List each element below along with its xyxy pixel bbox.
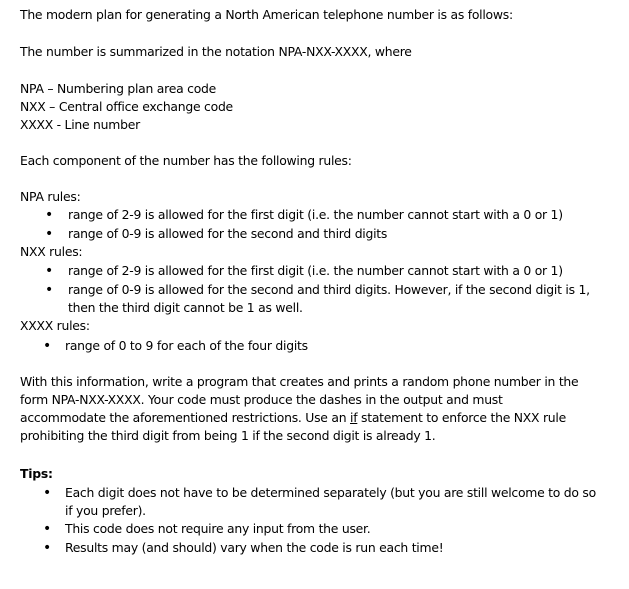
task-line-3 <box>20 410 566 426</box>
bullet-icon: • <box>43 521 52 537</box>
if-keyword: if <box>350 410 358 425</box>
rules-intro-paragraph: Each component of the number has the following rules: <box>20 153 352 168</box>
npa-rules-heading: NPA rules: <box>20 189 81 204</box>
bullet-icon: • <box>45 226 54 242</box>
xxxx-rule-item: range of 0 to 9 for each of the four digits <box>65 338 308 353</box>
nxx-rules-heading: NXX rules: <box>20 244 83 259</box>
nxx-rule-item-line1: range of 0-9 is allowed for the second and third digits. However, if the second digit is 1, <box>68 282 590 297</box>
task-line-1: With this information, write a program that creates and prints a random phone number in the <box>20 374 579 389</box>
definition-npa: NPA – Numbering plan area code <box>20 81 217 96</box>
npa-rule-item: range of 2-9 is allowed for the first digit (i.e. the number cannot start with a 0 or 1) <box>68 207 563 222</box>
intro-paragraph: The modern plan for generating a North American telephone number is as follows: <box>20 7 513 22</box>
tip-item-line1: Each digit does not have to be determined separately (but you are still welcome to do so <box>65 485 596 500</box>
bullet-icon: • <box>43 338 52 354</box>
task-line-4: prohibiting the third digit from being 1 if the second digit is already 1. <box>20 428 436 443</box>
xxxx-rules-heading: XXXX rules: <box>20 318 90 333</box>
tip-item: This code does not require any input from the user. <box>65 521 371 536</box>
task-line-3-end: statement to enforce the NXX rule <box>357 410 566 425</box>
tip-item-line2: if you prefer). <box>65 503 146 518</box>
definition-nxx: NXX – Central office exchange code <box>20 99 233 114</box>
tips-heading: Tips: <box>20 466 53 481</box>
nxx-rule-item: range of 2-9 is allowed for the first digit (i.e. the number cannot start with a 0 or 1) <box>68 263 563 278</box>
bullet-icon: • <box>43 485 52 501</box>
task-line-2: form NPA-NXX-XXXX. Your code must produce the dashes in the output and must <box>20 392 503 407</box>
definition-xxxx: XXXX - Line number <box>20 117 140 132</box>
bullet-icon: • <box>45 282 54 298</box>
bullet-icon: • <box>45 207 54 223</box>
tip-item: Results may (and should) vary when the code is run each time! <box>65 540 444 555</box>
bullet-icon: • <box>45 263 54 279</box>
task-line-3-start: accommodate the aforementioned restrictions. Use an <box>20 410 351 425</box>
bullet-icon: • <box>43 540 52 556</box>
notation-paragraph: The number is summarized in the notation NPA-NXX-XXXX, where <box>20 44 412 59</box>
nxx-rule-item-line2: then the third digit cannot be 1 as well. <box>68 300 303 315</box>
npa-rule-item: range of 0-9 is allowed for the second and third digits <box>68 226 388 241</box>
